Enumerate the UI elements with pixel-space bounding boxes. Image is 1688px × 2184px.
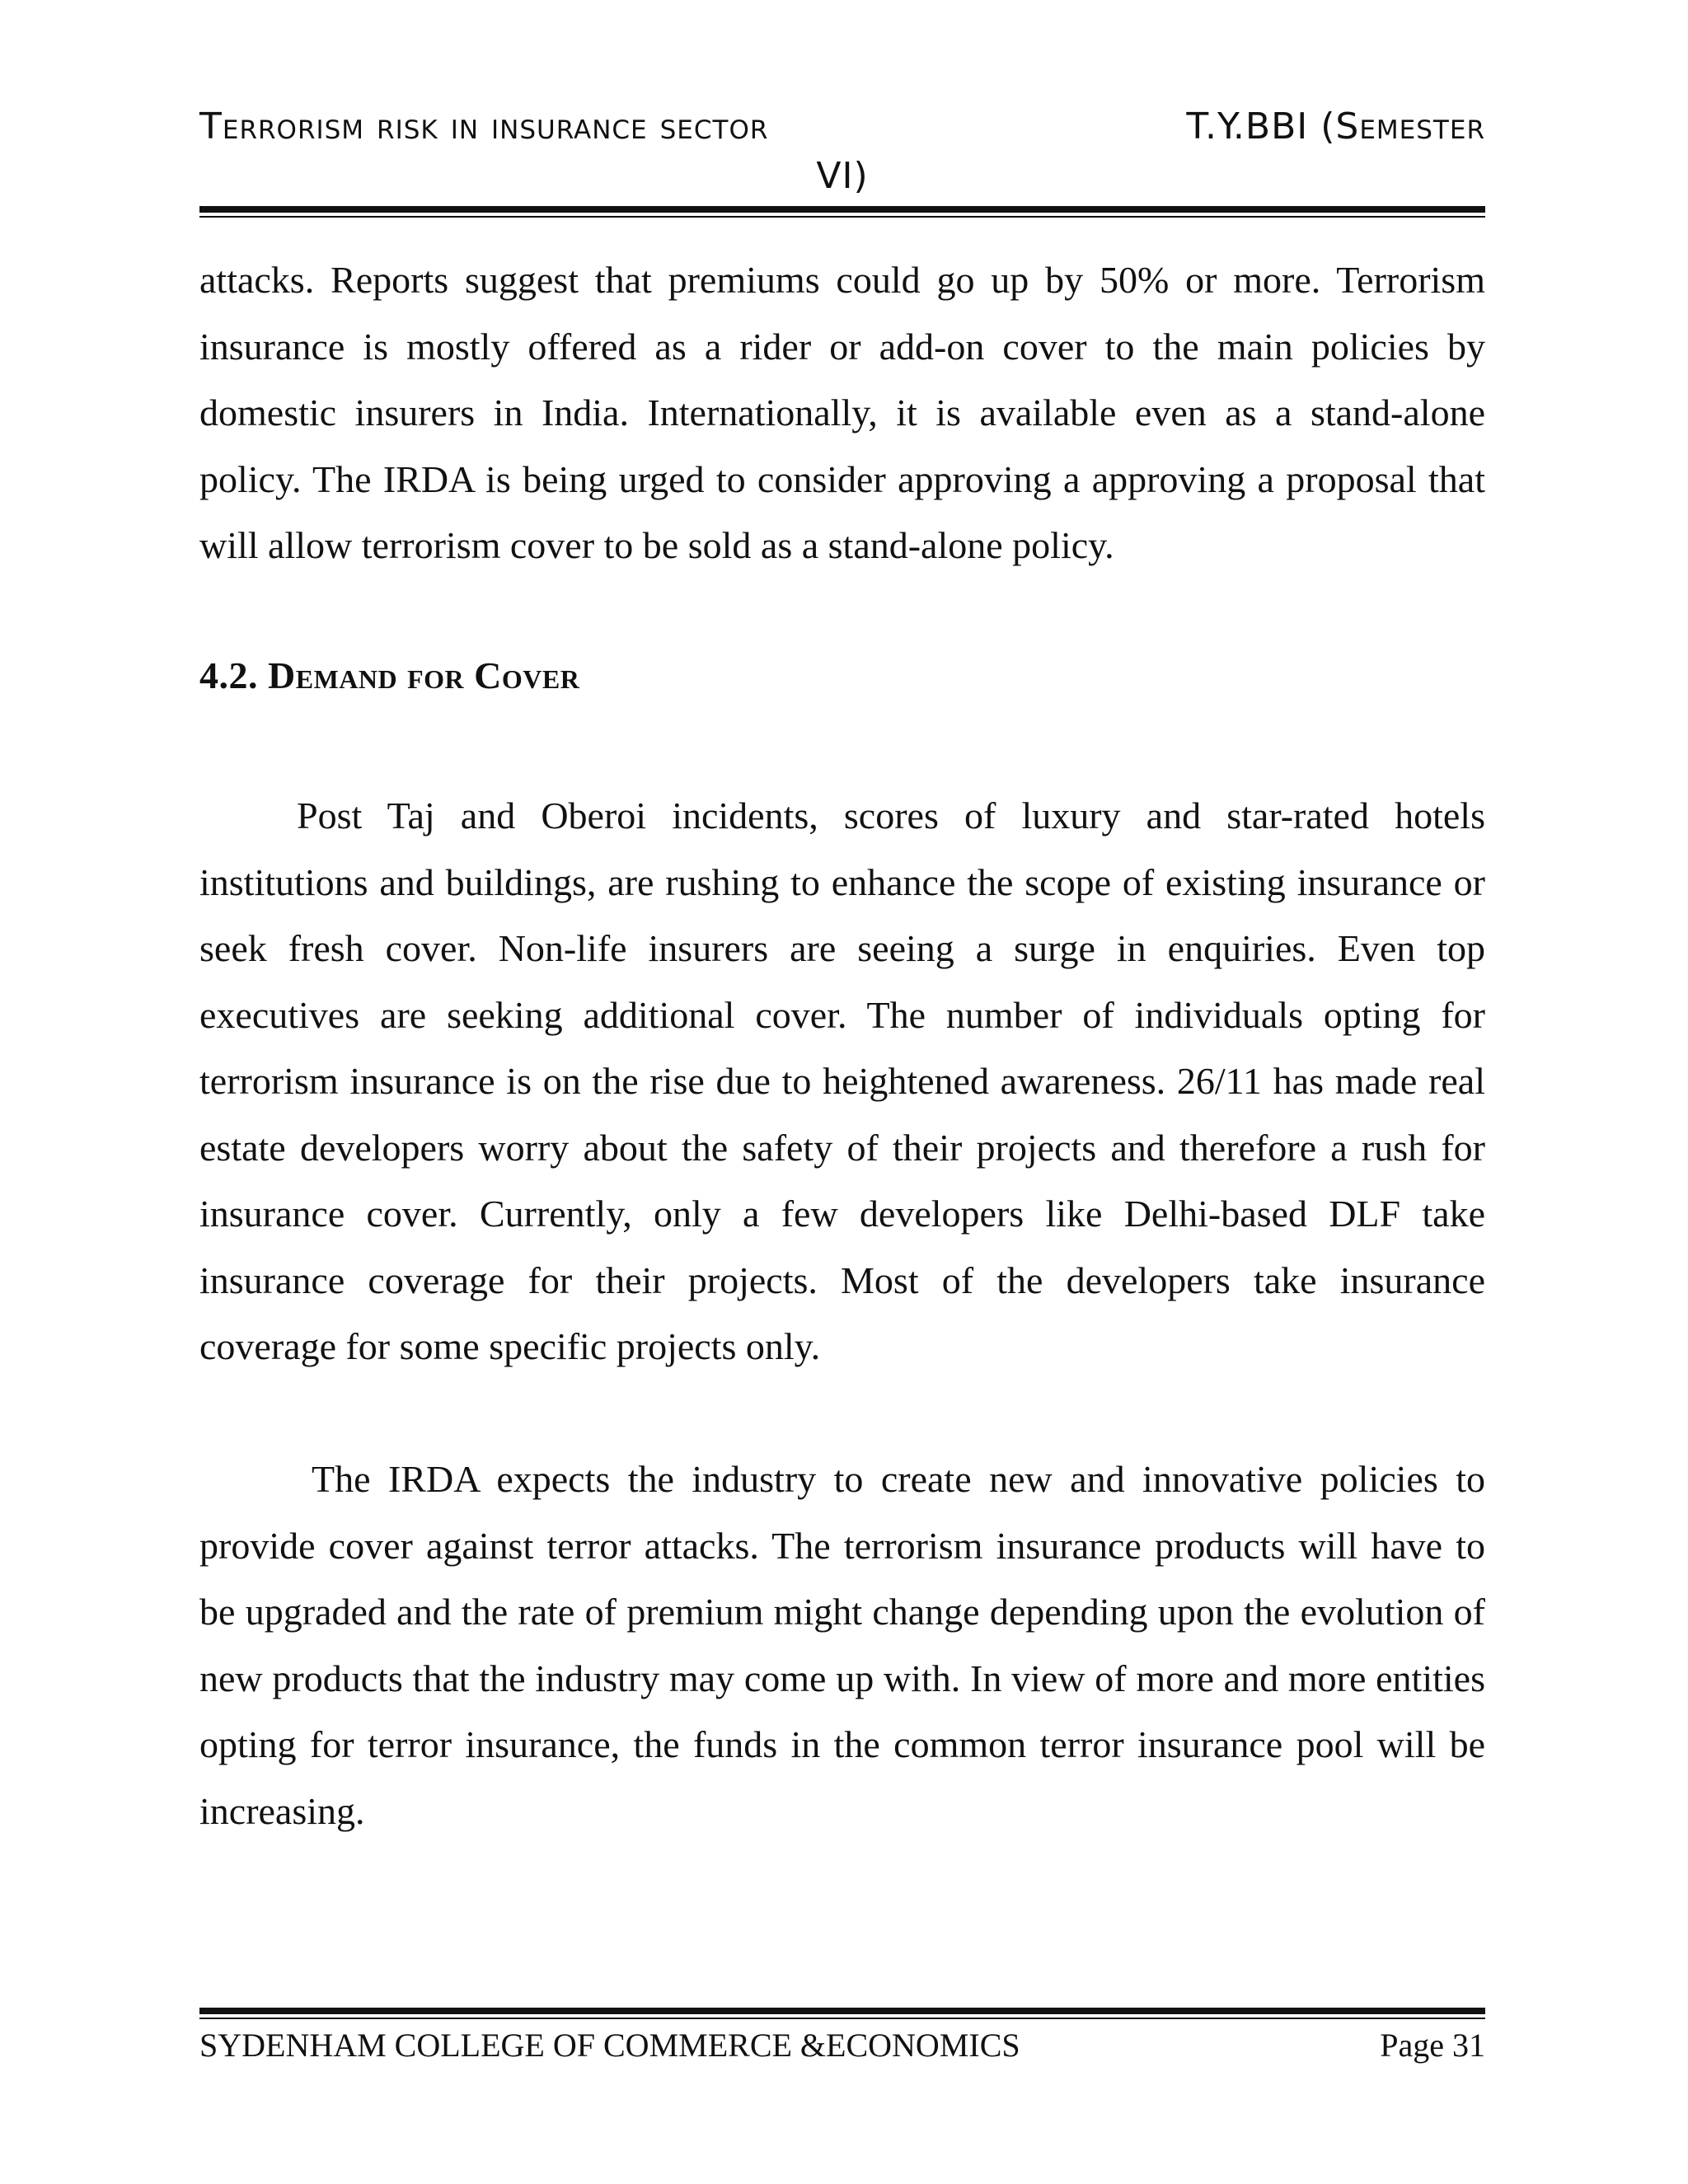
page-number: Page 31 bbox=[1380, 2027, 1485, 2064]
footer-college: SYDENHAM COLLEGE OF COMMERCE &ECONOMICS bbox=[199, 2027, 1020, 2064]
footer-rule-thick bbox=[199, 2008, 1485, 2014]
header-rule-thin bbox=[199, 216, 1485, 218]
header-rule-thick bbox=[199, 206, 1485, 213]
header-course-wrap: VI) bbox=[816, 155, 869, 197]
body-paragraph-1: attacks. Reports suggest that premiums could go up by 50% or more. Terrorism insurance is mostly offered as a rider or add-on cover to the main policies by domestic insurers in India. Internationally, it is available even as a stand-alone policy. The IRDA is being urged to consider approving a approving a proposal that will allow terrorism cover to be sold as a stand-alone policy. bbox=[199, 259, 1485, 566]
body-paragraph-2: Post Taj and Oberoi incidents, scores of luxury and star-rated hotels institutions and buildings, are rushing to enhance the scope of existing insurance or seek fresh cover. Non-life insurers are seeing a surge in enquiries. Even top executives are seeking additional cover. The number of individuals opting for terrorism insurance is on the rise due to heightened awareness. 26/11 has made real estate developers worry about the safety of their projects and therefore a rush for insurance cover. Currently, only a few developers like Delhi-based DLF take insurance coverage for their projects. Most of the developers take insurance coverage for some specific projects only. bbox=[199, 794, 1485, 1367]
header-title: Terrorism risk in insurance sector bbox=[199, 105, 769, 148]
body-paragraph-3: The IRDA expects the industry to create new and innovative policies to provide cover against terror attacks. The terrorism insurance products will have to be upgraded and the rate of premium might change depending upon the evolution of new products that the industry may come up with. In view of more and more entities opting for terror insurance, the funds in the common terror insurance pool will be increasing. bbox=[199, 1458, 1485, 1832]
section-heading: 4.2. Demand for Cover bbox=[199, 654, 580, 696]
running-header bbox=[199, 105, 1485, 203]
footer-rule-thin bbox=[199, 2018, 1485, 2019]
header-course: T.Y.BBI (Semester bbox=[1186, 105, 1485, 148]
